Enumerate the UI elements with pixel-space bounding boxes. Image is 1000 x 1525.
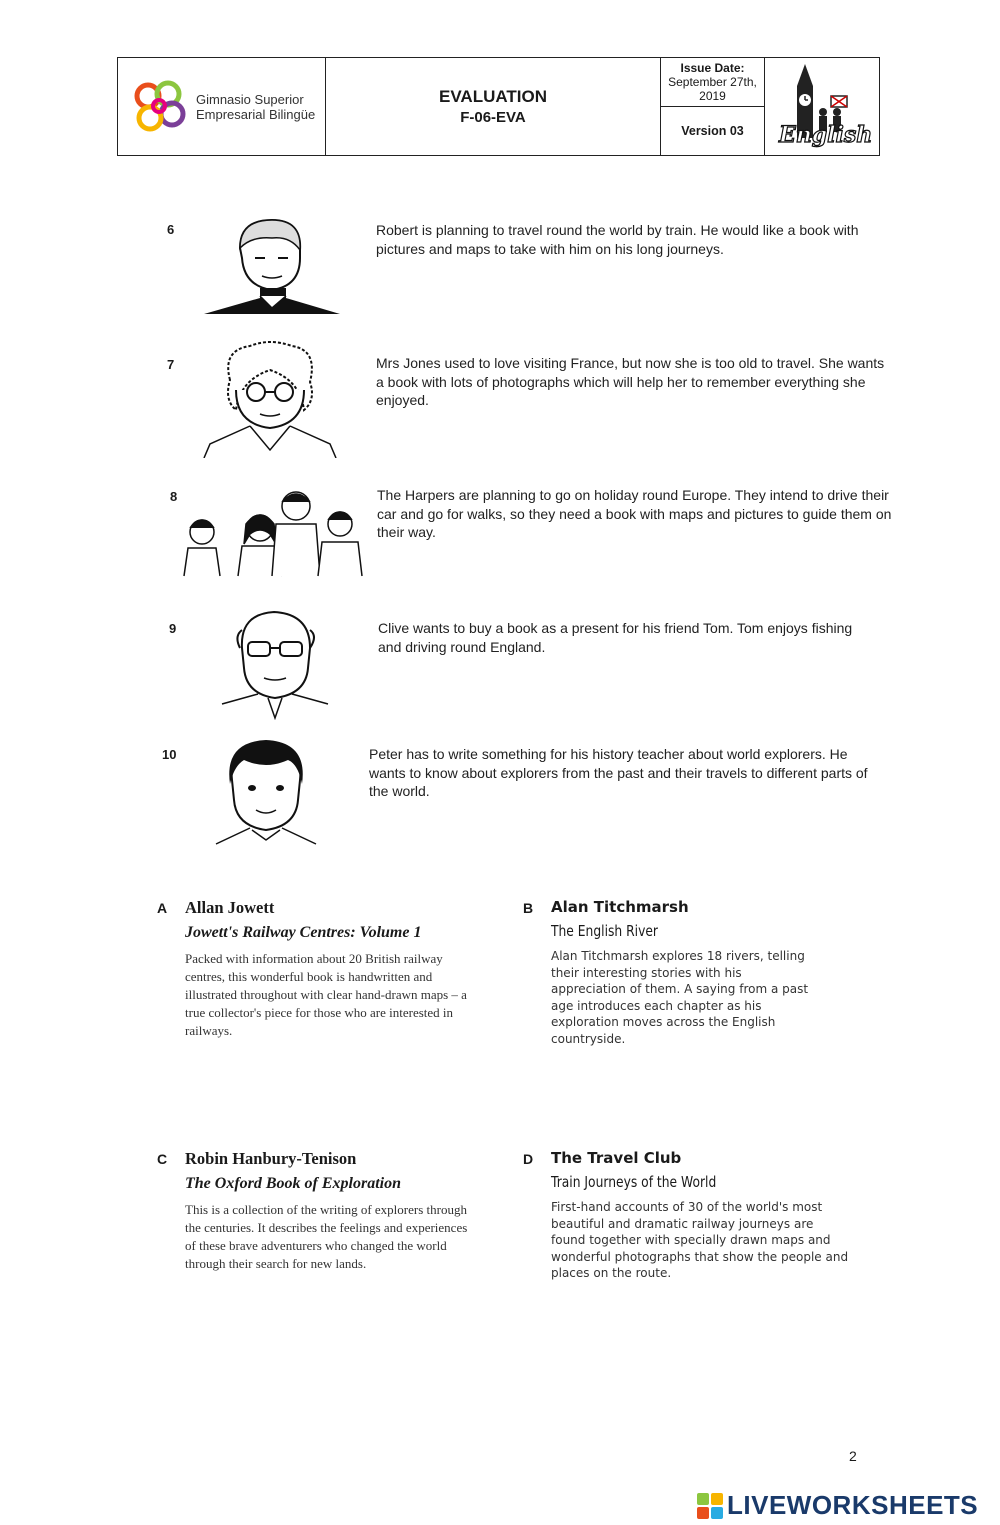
question-text: Clive wants to buy a book as a present for his friend Tom. Tom enjoys fishing and driving round England. <box>378 620 853 655</box>
brand-text: LIVEWORKSHEETS <box>727 1490 979 1520</box>
old-woman-glasses-icon <box>200 340 340 458</box>
question-text: Robert is planning to travel round the world by train. He would like a book with pictures and maps to take with him on his long journeys. <box>376 222 859 257</box>
option-letter: A <box>157 900 168 916</box>
issue-date-box <box>661 58 764 107</box>
question-number: 9 <box>169 621 177 636</box>
document-code: F-06-EVA <box>460 109 526 126</box>
book-option-b <box>523 898 881 1047</box>
liveworksheets-icon <box>697 1493 723 1519</box>
question-number: 6 <box>167 222 175 237</box>
option-title: The English River <box>551 922 658 940</box>
school-name-line2: Empresarial Bilingüe <box>196 106 316 122</box>
man-short-hair-icon <box>200 218 345 318</box>
option-letter: D <box>523 1151 534 1167</box>
document-header <box>117 57 880 156</box>
question-text: The Harpers are planning to go on holiday round Europe. They intend to drive their car and go for walks, so they need a book with maps and pictures to guide them on their way. <box>377 487 892 540</box>
option-author: The Travel Club <box>551 1149 682 1167</box>
option-author: Allan Jowett <box>185 898 275 917</box>
question-number: 7 <box>167 357 175 372</box>
option-description: This is a collection of the writing of explorers through the centuries. It describes the feelings and experiences of these brave adventurers who changed the world through their search for new lands. <box>185 1202 468 1271</box>
question-number: 8 <box>170 489 178 504</box>
english-emblem-cell <box>765 58 879 155</box>
old-man-glasses-icon <box>218 608 333 720</box>
option-letter: C <box>157 1151 168 1167</box>
question-number: 10 <box>162 747 177 762</box>
header-title-cell <box>326 58 661 155</box>
emblem-text: English <box>779 121 873 148</box>
option-title: Train Journeys of the World <box>551 1173 717 1191</box>
family-group-icon <box>172 484 364 580</box>
boy-icon <box>210 740 322 850</box>
version-label: Version 03 <box>681 124 744 138</box>
school-name <box>196 92 315 122</box>
option-title: The Oxford Book of Exploration <box>185 1175 402 1192</box>
school-logo-icon <box>128 74 190 140</box>
book-option-c <box>157 1149 515 1273</box>
book-option-a <box>157 898 515 1040</box>
issue-cell <box>661 58 765 155</box>
english-emblem <box>777 60 873 154</box>
option-author: Robin Hanbury-Tenison <box>185 1149 357 1168</box>
issue-date: September 27th, 2019 <box>668 75 757 103</box>
option-title: Jowett's Railway Centres: Volume 1 <box>185 924 422 941</box>
option-author: Alan Titchmarsh <box>551 898 689 916</box>
page-number: 2 <box>849 1448 857 1464</box>
option-letter: B <box>523 900 534 916</box>
liveworksheets-logo <box>697 1490 978 1521</box>
option-description: Packed with information about 20 British railway centres, this wonderful book is handwritten and illustrated throughout with clear hand-drawn maps – a true collector's piece for those who are interested in railways. <box>185 951 467 1038</box>
document-title: EVALUATION <box>439 87 547 106</box>
option-description: Alan Titchmarsh explores 18 rivers, telling their interesting stories with his appreciation of them. A saying from a past age introduces each chapter as his exploration moves across the English countryside. <box>551 949 809 1046</box>
book-option-d <box>523 1149 881 1282</box>
issue-date-label: Issue Date: <box>680 61 745 75</box>
question-text: Mrs Jones used to love visiting France, but now she is too old to travel. She wants a book with lots of photographs which will help her to remember everything she enjoyed. <box>376 355 885 408</box>
school-name-line1: Gimnasio Superior <box>196 91 304 107</box>
option-description: First-hand accounts of 30 of the world's most beautiful and dramatic railway journeys are found together with specially drawn maps and wonderful photographs that show the people and places on the route. <box>551 1200 849 1280</box>
school-logo-cell <box>118 58 326 155</box>
question-text: Peter has to write something for his history teacher about world explorers. He wants to know about explorers from the past and their travels to different parts of the world. <box>369 746 868 799</box>
